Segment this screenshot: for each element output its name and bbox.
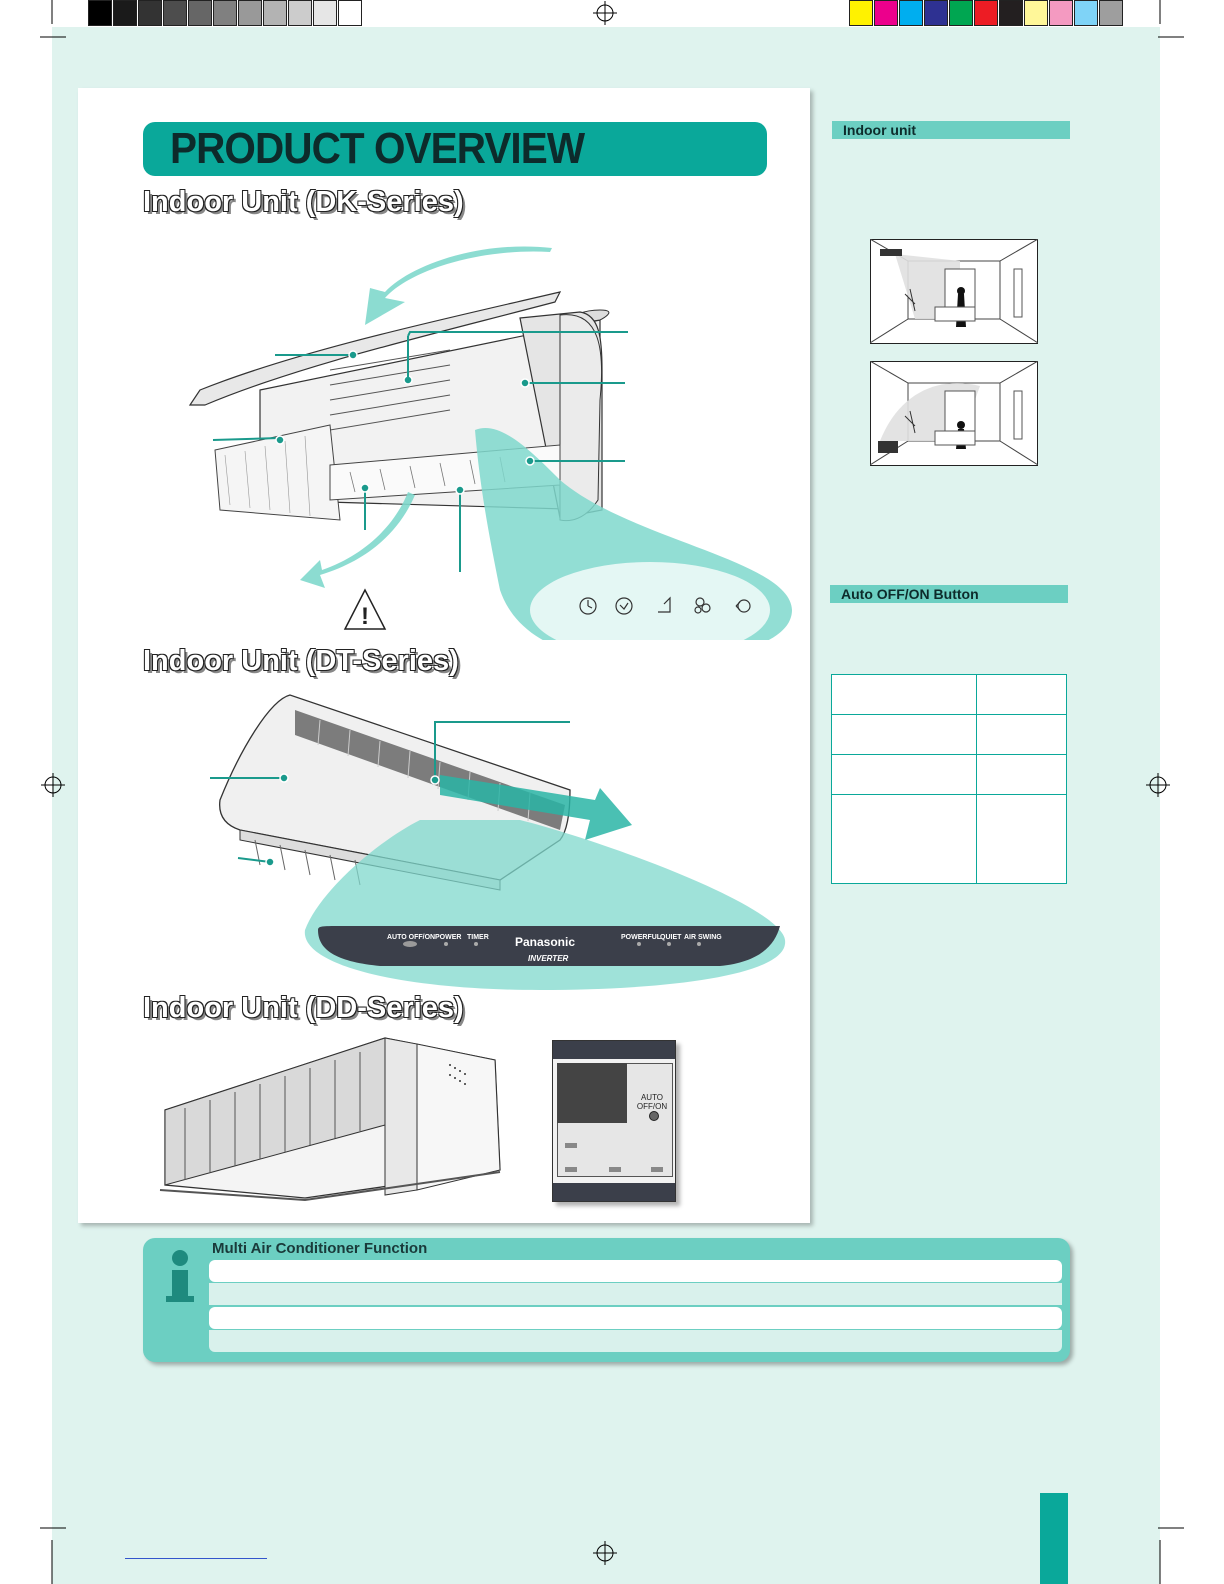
registration-mark-bottom	[593, 1541, 617, 1565]
room-illustration-ceiling	[870, 239, 1038, 344]
dt-timer-label: TIMER	[467, 934, 489, 941]
dt-series-illustration	[200, 690, 800, 990]
footer-rule	[125, 1558, 267, 1559]
dd-duct-unit-illustration	[155, 1030, 515, 1210]
dd-auto-off-on-button[interactable]	[649, 1111, 659, 1121]
registration-mark-top	[593, 1, 617, 25]
dt-series-title: Indoor Unit (DT-Series)	[143, 645, 459, 677]
page-title: PRODUCT OVERVIEW	[170, 124, 585, 173]
airflow-arrow-in	[365, 246, 552, 325]
dk-series-title: Indoor Unit (DK-Series)	[143, 186, 464, 218]
registration-mark-left	[41, 773, 65, 797]
svg-text:!: !	[361, 603, 369, 630]
dd-auto-label: AUTO OFF/ON	[636, 1093, 668, 1111]
page-number-tab	[1040, 1493, 1068, 1584]
dt-quiet-label: QUIET	[660, 934, 682, 941]
inverter-label: INVERTER	[528, 954, 569, 963]
info-line-3	[209, 1307, 1062, 1329]
info-box-title: Multi Air Conditioner Function	[212, 1240, 428, 1257]
dt-powerful-label: POWERFUL	[621, 934, 662, 941]
auto-off-on-button	[403, 941, 417, 947]
dt-air-swing-label: AIR SWING	[684, 934, 722, 941]
registration-mark-right	[1146, 773, 1170, 797]
info-icon	[164, 1250, 196, 1310]
dt-power-label: POWER	[435, 934, 462, 941]
brand-logo: Panasonic	[515, 935, 576, 949]
info-line-2	[209, 1283, 1062, 1305]
dt-auto-label: AUTO OFF/ON	[387, 934, 436, 941]
warning-icon	[345, 590, 385, 630]
auto-button-table	[831, 674, 1067, 884]
dk-series-illustration	[180, 240, 800, 640]
dd-series-title: Indoor Unit (DD-Series)	[143, 992, 464, 1024]
info-line-4	[209, 1330, 1062, 1352]
room-illustration-floor	[870, 361, 1038, 466]
indoor-unit-heading: Indoor unit	[832, 121, 1070, 139]
auto-button-heading: Auto OFF/ON Button	[830, 585, 1068, 603]
dd-controller	[552, 1040, 676, 1202]
info-line-1	[209, 1260, 1062, 1282]
